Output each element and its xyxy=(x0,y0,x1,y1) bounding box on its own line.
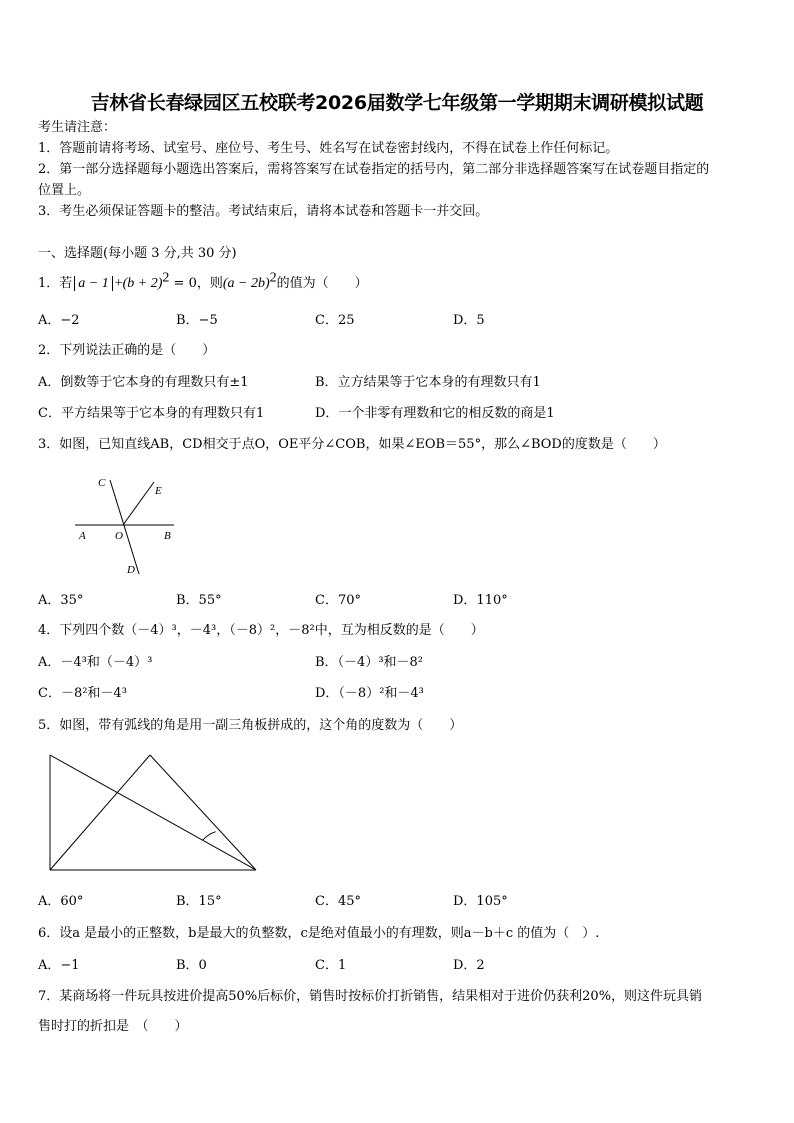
q1-suffix: 的值为（ ） xyxy=(276,276,368,291)
q3-stem: 3．如图，已知直线AB，CD相交于点O，OE平分∠COB，如果∠EOB＝55°，那么∠BOD的度数是（ ） xyxy=(38,437,666,452)
q2-option-a[interactable]: A．倒数等于它本身的有理数只有±1 xyxy=(38,375,249,390)
q4-option-c[interactable]: C．－8²和－4³ xyxy=(38,686,127,701)
notice-item-2: 2．第一部分选择题每小题选出答案后，需将答案写在试卷指定的括号内，第二部分非选择题答案写在试卷题目指定的 xyxy=(38,162,710,177)
q1-prefix: 1．若 xyxy=(38,276,73,291)
notice-item-2-cont: 位置上。 xyxy=(38,183,91,198)
q1-option-c[interactable]: C．25 xyxy=(315,313,355,328)
q4-option-d[interactable]: D．（－8）²和－4³ xyxy=(315,686,424,701)
q1-option-a[interactable]: A．−2 xyxy=(38,313,80,328)
q5-option-b[interactable]: B．15° xyxy=(176,894,222,909)
q5-hypotenuse-2 xyxy=(50,755,150,870)
q1-eq: = 0，则 xyxy=(169,276,223,291)
q3-label-e: E xyxy=(155,485,162,497)
q2-option-b[interactable]: B．立方结果等于它本身的有理数只有1 xyxy=(315,375,541,390)
q3-line-cd xyxy=(110,480,139,574)
q3-label-d: D xyxy=(127,564,135,576)
q4-option-b[interactable]: B．（－4）³和－8² xyxy=(315,655,424,670)
q1-option-d[interactable]: D．5 xyxy=(453,313,485,328)
page-title: 吉林省长春绿园区五校联考2026届数学七年级第一学期期末调研模拟试题 xyxy=(90,92,704,114)
q3-label-a: A xyxy=(79,530,86,542)
q7-stem-line1: 7．某商场将一件玩具按进价提高50%后标价，销售时按标价打折销售，结果相对于进价仍获利20%，则这件玩具销 xyxy=(38,989,703,1004)
notice-heading: 考生请注意： xyxy=(38,120,117,135)
q1-exp2: 2 xyxy=(269,270,277,286)
q6-stem: 6．设a 是最小的正整数，b是最大的负整数，c是绝对值最小的有理数，则a－b＋c 的值为（ ）. xyxy=(38,926,600,941)
q3-label-b: B xyxy=(164,530,171,542)
q2-option-c[interactable]: C．平方结果等于它本身的有理数只有1 xyxy=(38,406,265,421)
q1-option-b[interactable]: B．−5 xyxy=(176,313,218,328)
notice-item-3: 3．考生必须保证答题卡的整洁。考试结束后，请将本试卷和答题卡一并交回。 xyxy=(38,204,489,219)
notice-item-1: 1．答题前请将考场、试室号、座位号、考生号、姓名写在试卷密封线内，不得在试卷上作任何标记。 xyxy=(38,141,619,156)
q3-figure xyxy=(70,472,185,580)
q3-label-o: O xyxy=(115,530,123,542)
q2-option-d[interactable]: D．一个非零有理数和它的相反数的商是1 xyxy=(315,406,555,421)
q4-stem: 4．下列四个数（－4）³，－4³，（－8）²，－8²中，互为相反数的是（ ） xyxy=(38,623,484,638)
q1-paren2: (a − 2b) xyxy=(222,276,270,291)
q3-ray-oe xyxy=(123,482,154,525)
q6-option-c[interactable]: C．1 xyxy=(315,958,347,973)
q1-exp1: 2 xyxy=(162,270,170,286)
q1-stem xyxy=(38,270,368,292)
q6-option-a[interactable]: A．−1 xyxy=(38,958,80,973)
q5-stem: 5．如图，带有弧线的角是用一副三角板拼成的，这个角的度数为（ ） xyxy=(38,718,463,733)
q1-paren-expr: (b + 2) xyxy=(122,276,163,291)
q2-stem: 2．下列说法正确的是（ ） xyxy=(38,343,216,358)
q5-figure xyxy=(45,750,263,876)
q3-option-d[interactable]: D．110° xyxy=(453,593,508,608)
q5-angle-arc xyxy=(203,832,216,841)
q1-plus: + xyxy=(114,276,123,291)
q7-stem-line2: 售时打的折扣是 （ ） xyxy=(38,1019,188,1034)
q1-abs-expr: a − 1 xyxy=(74,276,112,291)
q3-option-a[interactable]: A．35° xyxy=(38,593,84,608)
q3-label-c: C xyxy=(98,477,106,489)
q5-hypotenuse-1 xyxy=(50,755,256,870)
q5-side xyxy=(150,755,256,870)
q6-option-d[interactable]: D．2 xyxy=(453,958,485,973)
q5-option-a[interactable]: A．60° xyxy=(38,894,84,909)
q3-option-c[interactable]: C．70° xyxy=(315,593,361,608)
section-heading: 一、选择题(每小题 3 分,共 30 分) xyxy=(38,246,237,261)
q5-option-d[interactable]: D．105° xyxy=(453,894,508,909)
q6-option-b[interactable]: B．0 xyxy=(176,958,207,973)
q5-option-c[interactable]: C．45° xyxy=(315,894,361,909)
q3-option-b[interactable]: B．55° xyxy=(176,593,222,608)
q4-option-a[interactable]: A．－4³和（－4）³ xyxy=(38,655,153,670)
